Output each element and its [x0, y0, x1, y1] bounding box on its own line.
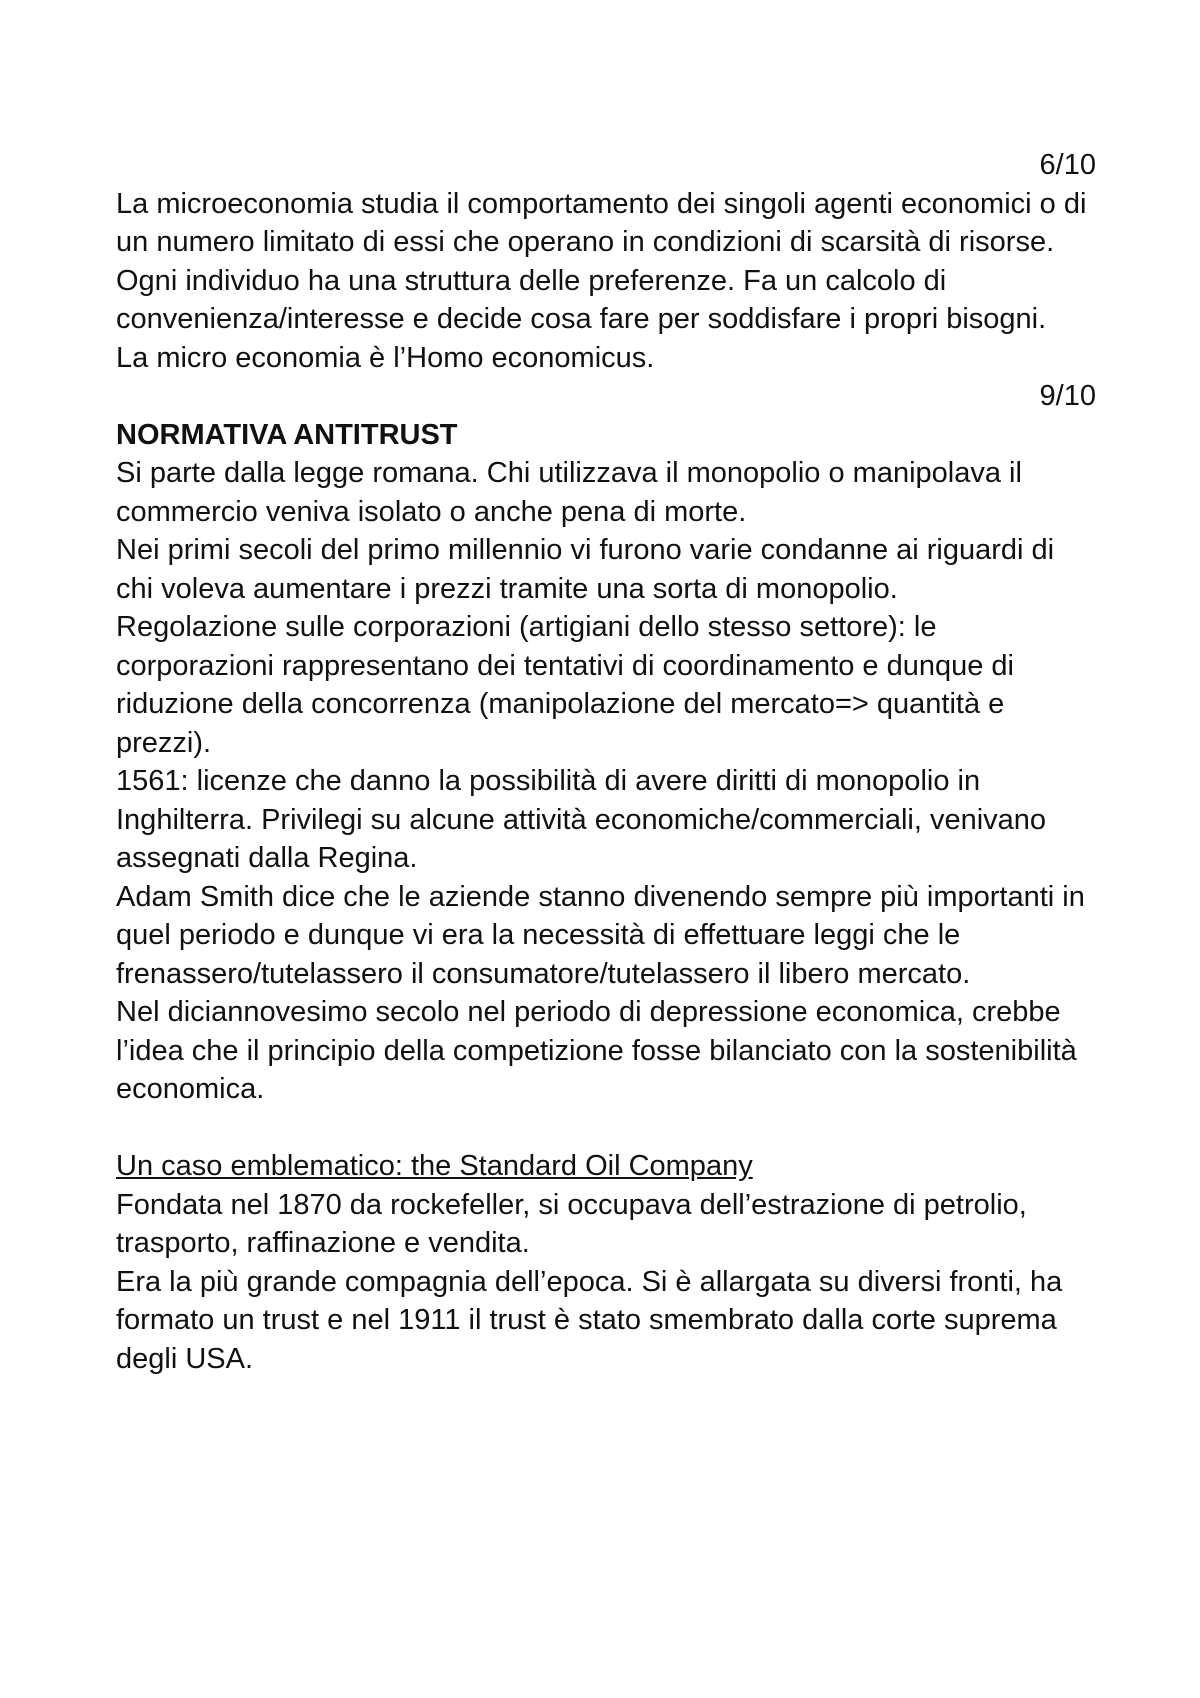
paragraph: La microeconomia studia il comportamento dei singoli agenti economici o di un numero limitato di essi che operano in condizioni di scarsità di risorse. — [116, 187, 1087, 258]
blank-line — [116, 1109, 1096, 1148]
date-label: 6/10 — [1039, 149, 1096, 181]
paragraph: La micro economia è l’Homo economicus. — [116, 341, 655, 374]
paragraph: Adam Smith dice che le aziende stanno divenendo sempre più importanti in quel periodo e dunque vi era la necessità di effettuare leggi che le frenassero/tutelassero il consumatore/tutelassero il libero mercato. — [116, 880, 1085, 990]
paragraph: Si parte dalla legge romana. Chi utilizzava il monopolio o manipolava il commercio veniva isolato o anche pena di morte. — [116, 457, 1022, 528]
paragraph: Era la più grande compagnia dell’epoca. Si è allargata su diversi fronti, ha formato un trust e nel 1911 il trust è stato smembrato dalla corte suprema degli USA. — [116, 1265, 1063, 1375]
paragraph: Ogni individuo ha una struttura delle preferenze. Fa un calcolo di convenienza/interesse e decide cosa fare per soddisfare i propri bisogni. — [116, 264, 1047, 335]
paragraph: Nel diciannovesimo secolo nel periodo di depressione economica, crebbe l’idea che il principio della competizione fosse bilanciato con la sostenibilità economica. — [116, 996, 1077, 1105]
section-case-study — [116, 1147, 1096, 1378]
paragraph: Regolazione sulle corporazioni (artigiani dello stesso settore): le corporazioni rappresentano dei tentativi di coordinamento e dunque di riduzione della concorrenza (manipolazione del mercato=> quantità e prezzi). — [116, 611, 1014, 759]
paragraph: Fondata nel 1870 da rockefeller, si occupava dell’estrazione di petrolio, trasporto, raffinazione e vendita. — [116, 1188, 1027, 1259]
section-microeconomia — [116, 146, 1096, 377]
case-study-heading: Un caso emblematico: the Standard Oil Company — [116, 1150, 753, 1182]
paragraph: Nei primi secoli del primo millennio vi furono varie condanne ai riguardi di chi voleva aumentare i prezzi tramite una sorta di monopolio. — [116, 534, 1055, 605]
paragraph: 1561: licenze che danno la possibilità di avere diritti di monopolio in Inghilterra. Privilegi su alcune attività economiche/commerciali, venivano assegnati dalla Regina. — [116, 765, 1047, 874]
date-label: 9/10 — [1039, 380, 1096, 412]
document-page — [116, 146, 1096, 1378]
section-antitrust — [116, 377, 1096, 1109]
section-heading: NORMATIVA ANTITRUST — [116, 418, 458, 451]
